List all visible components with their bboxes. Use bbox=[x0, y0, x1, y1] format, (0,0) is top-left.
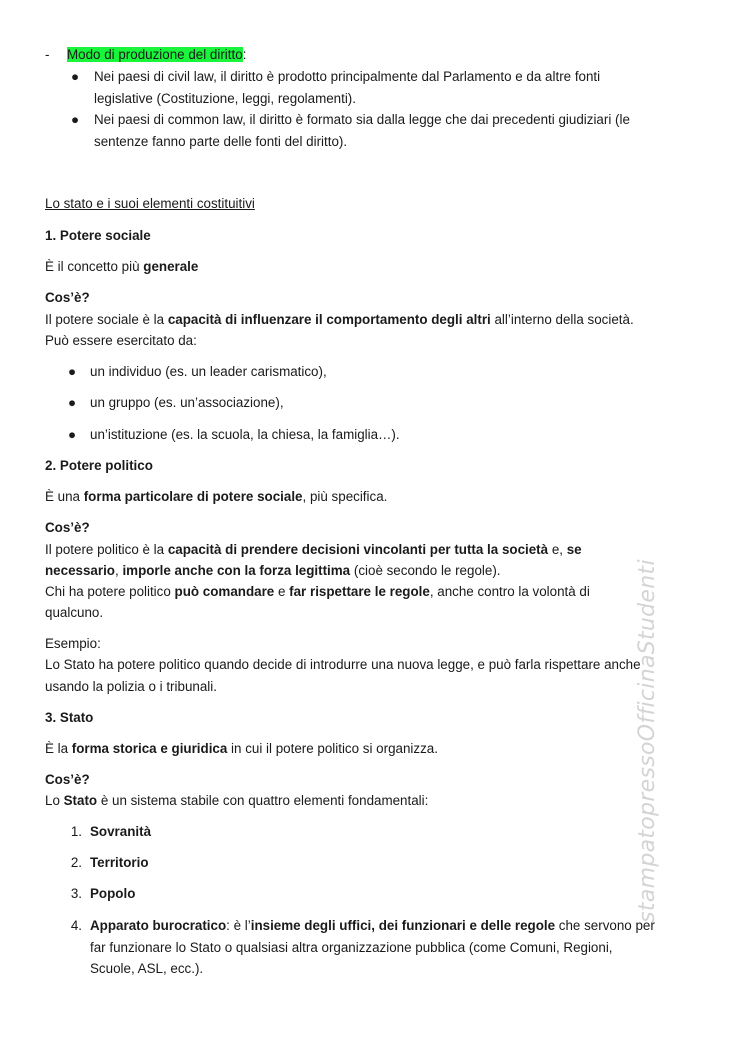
list-item: un’istituzione (es. la scuola, la chiesa, la famiglia…). bbox=[90, 427, 400, 442]
paragraph: necessario, imporle anche con la forza legittima (cioè secondo le regole). bbox=[45, 563, 501, 578]
list-number: 4. bbox=[70, 918, 82, 933]
list-number: 3. bbox=[70, 886, 82, 901]
paragraph: È una forma particolare di potere sociale, più specifica. bbox=[45, 489, 388, 504]
list-item: Sovranità bbox=[90, 824, 152, 839]
list-item: un gruppo (es. un’associazione), bbox=[90, 395, 284, 410]
paragraph: È la forma storica e giuridica in cui il potere politico si organizza. bbox=[45, 741, 438, 756]
paragraph: Chi ha potere politico può comandare e far rispettare le regole, anche contro la volontà di bbox=[45, 584, 590, 599]
list-item: Territorio bbox=[90, 855, 149, 870]
list-item: Popolo bbox=[90, 886, 136, 901]
paragraph: usando la polizia o i tribunali. bbox=[45, 679, 217, 694]
list-item: un individuo (es. un leader carismatico), bbox=[90, 364, 327, 379]
bullet-icon: ● bbox=[67, 364, 77, 379]
cose-heading: Cos’è? bbox=[45, 772, 90, 787]
paragraph: Lo Stato ha potere politico quando decide di introdurre una nuova legge, e può farla rispettare anche bbox=[45, 657, 641, 672]
list-number: 1. bbox=[70, 824, 82, 839]
highlighted-heading: Modo di produzione del diritto bbox=[67, 47, 243, 62]
esempio-label: Esempio: bbox=[45, 636, 101, 651]
cose-heading: Cos’è? bbox=[45, 520, 90, 535]
list-item: Nei paesi di common law, il diritto è formato sia dalla legge che dai precedenti giudiziari (le sentenze fanno parte delle fonti del diritto). bbox=[94, 112, 630, 149]
legal-systems-heading: Modo di produzione del diritto: bbox=[67, 47, 247, 62]
paragraph: Lo Stato è un sistema stabile con quattro elementi fondamentali: bbox=[45, 793, 429, 808]
list-number: 2. bbox=[70, 855, 82, 870]
paragraph: Il potere politico è la capacità di prendere decisioni vincolanti per tutta la società e, se bbox=[45, 542, 582, 557]
paragraph: Può essere esercitato da: bbox=[45, 333, 197, 348]
dash-bullet: - bbox=[45, 47, 50, 62]
bullet-icon: ● bbox=[70, 69, 80, 84]
heading-potere-sociale: 1. Potere sociale bbox=[45, 228, 151, 243]
bullet-icon: ● bbox=[67, 395, 77, 410]
list-item: Apparato burocratico: è l’insieme degli uffici, dei funzionari e delle regole che servono per far funzionare lo Stato o qualsiasi altra organizzazione pubblica (come Comuni, Regioni, Scuole, ASL, ecc.). bbox=[90, 918, 655, 976]
list-item: Nei paesi di civil law, il diritto è prodotto principalmente dal Parlamento e da altre fonti legislative (Costituzione, leggi, regolamenti). bbox=[94, 69, 601, 106]
heading-stato: 3. Stato bbox=[45, 710, 94, 725]
bullet-icon: ● bbox=[67, 427, 77, 442]
watermark: stampatopressoOfficinaStudenti bbox=[635, 559, 660, 923]
bullet-icon: ● bbox=[70, 112, 80, 127]
cose-heading: Cos’è? bbox=[45, 290, 90, 305]
paragraph: È il concetto più generale bbox=[45, 259, 199, 274]
paragraph: qualcuno. bbox=[45, 605, 104, 620]
heading-potere-politico: 2. Potere politico bbox=[45, 458, 153, 473]
section-title: Lo stato e i suoi elementi costituitivi bbox=[45, 196, 255, 211]
paragraph: Il potere sociale è la capacità di influenzare il comportamento degli altri all’interno della società. bbox=[45, 312, 634, 327]
